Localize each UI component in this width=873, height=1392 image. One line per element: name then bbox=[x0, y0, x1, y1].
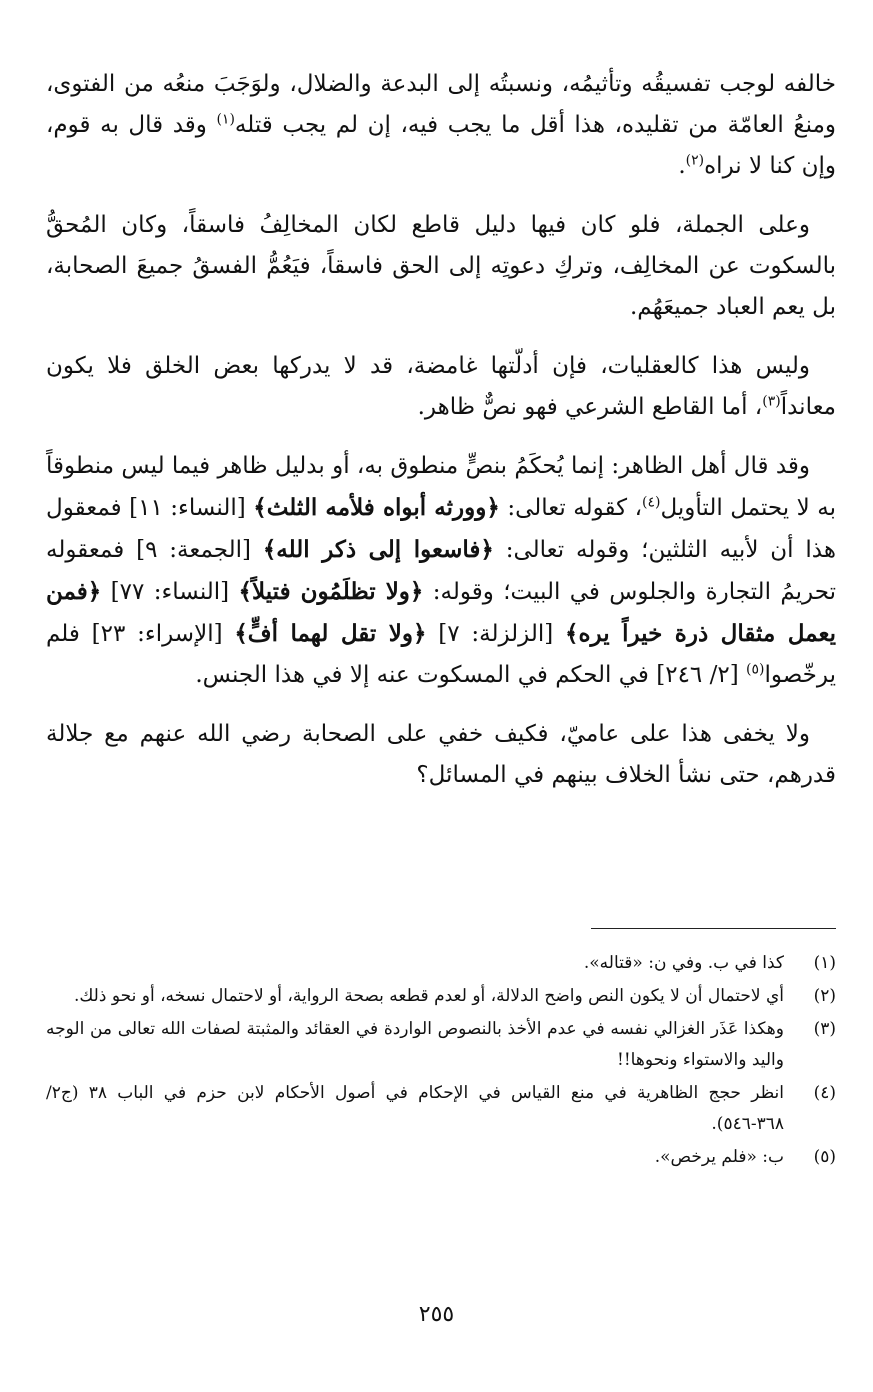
footnote-5 bbox=[46, 1142, 836, 1173]
paragraph-4-text-a: وقد قال أهل الظاهر: إنما يُحكَمُ بنصٍّ منطوق به، أو بدليل ظاهر فيما ليس منطوقاً به لا يحتمل التأويل bbox=[46, 453, 836, 521]
footnote-4 bbox=[46, 1078, 836, 1140]
paragraph-4-text-e: [النساء: ٧٧] bbox=[101, 579, 239, 605]
footnote-number: (٢) bbox=[813, 986, 836, 1006]
paragraph-3-text-a: وليس هذا كالعقليات، فإن أدلّتها غامضة، قد لا يدركها بعض الخلق فلا يكون معانداً bbox=[46, 353, 836, 420]
paragraph-4-text-b: ، كقوله تعالى: bbox=[499, 495, 642, 521]
paragraph-4-text-c: [النساء: ١١] فمعقول هذا أن لأبيه الثلثين؛ وقوله تعالى: bbox=[46, 495, 837, 563]
paragraph-3 bbox=[46, 346, 836, 428]
main-text bbox=[46, 64, 836, 814]
paragraph-2: وعلى الجملة، فلو كان فيها دليل قاطع لكان المخالِفُ فاسقاً، وكان المُحقُّ بالسكوت عن المخالِف، وتركِ دعوتِه إلى الحق فاسقاً، فيَعُمُّ الفسقُ جميعَ الصحابة، بل يعم العباد جميعَهُم. bbox=[46, 212, 836, 320]
footnote-3 bbox=[46, 1014, 836, 1076]
paragraph-3-text-b: ، أما القاطع الشرعي فهو نصٌّ ظاهر. bbox=[417, 394, 763, 420]
footnote-1 bbox=[46, 948, 836, 979]
quran-verse-3: ﴿ولا تظلَمُون فتيلاً﴾ bbox=[238, 578, 424, 605]
footnote-text: وهكذا عَذَر الغزالي نفسه في عدم الأخذ بالنصوص الواردة في العقائد والمثبتة لصفات الله تعالى من الوجه واليد والاستواء ونحوها!! bbox=[46, 1019, 784, 1070]
paragraph-5: ولا يخفى هذا على عاميّ، فكيف خفي على الصحابة رضي الله عنهم مع جلالة قدرهم، حتى نشأ الخلاف بينهم في المسائل؟ bbox=[46, 721, 836, 788]
paragraph-1-text-a: خالفه لوجب تفسيقُه وتأثيمُه، ونسبتُه إلى البدعة والضلال، ولوَجَبَ منعُه من الفتوى، ومنعُ العامّة من تقليده، هذا أقل ما يجب فيه، إن لم يجب قتله bbox=[46, 71, 836, 138]
footnote-number: (٥) bbox=[813, 1147, 836, 1167]
footnotes-section bbox=[46, 948, 836, 1175]
quran-verse-4: ﴿فمن يعمل مثقال ذرة خيراً يره﴾ bbox=[46, 578, 836, 647]
footnote-number: (١) bbox=[813, 953, 836, 973]
footnote-text: ب: «فلم يرخص». bbox=[654, 1147, 784, 1167]
page-number: ٢٥٥ bbox=[418, 1302, 455, 1327]
footnote-ref-3[interactable]: (٣) bbox=[762, 393, 781, 410]
footnote-text: أي لاحتمال أن لا يكون النص واضح الدلالة، أو لعدم قطعه بصحة الرواية، أو لاحتمال نسخه، أو نحو ذلك. bbox=[73, 986, 784, 1006]
paragraph-4-text-f: [الزلزلة: ٧] bbox=[426, 621, 566, 647]
footnote-ref-2[interactable]: (٢) bbox=[685, 152, 705, 169]
footnote-text: كذا في ب. وفي ن: «قتاله». bbox=[583, 953, 784, 973]
quran-verse-2: ﴿فاسعوا إلى ذكر الله﴾ bbox=[262, 536, 494, 563]
footnote-ref-1[interactable]: (١) bbox=[216, 111, 235, 128]
footnote-number: (٣) bbox=[813, 1019, 836, 1039]
footnote-text: انظر حجج الظاهرية في منع القياس في الإحكام في أصول الأحكام لابن حزم في الباب ٣٨ (ج٢/ ٣٦٨-٥٤٦). bbox=[46, 1083, 785, 1134]
paragraph-1-text-b: وقد قال به قوم، وإن كنا لا نراه bbox=[46, 112, 836, 179]
quran-verse-1: ﴿وورثه أبواه فلأمه الثلث﴾ bbox=[253, 494, 500, 521]
paragraph-1-text-c: . bbox=[678, 153, 686, 179]
footnote-number: (٤) bbox=[813, 1083, 836, 1103]
paragraph-1 bbox=[46, 64, 836, 187]
paragraph-4-text-d: [الجمعة: ٩] فمعقوله تحريمُ التجارة والجلوس في البيت؛ وقوله: bbox=[46, 537, 836, 605]
paragraph-4 bbox=[46, 446, 836, 696]
quran-verse-5: ﴿ولا تقل لهما أفٍّ﴾ bbox=[234, 620, 427, 647]
footnote-ref-5[interactable]: (٥) bbox=[746, 661, 765, 678]
footnote-separator bbox=[591, 928, 836, 929]
footnote-2 bbox=[46, 981, 836, 1012]
paragraph-4-text-h: [٢/ ٢٤٦] في الحكم في المسكوت عنه إلا في هذا الجنس. bbox=[195, 662, 746, 688]
paragraph-4-text-g: [الإسراء: ٢٣] فلم يرخّصوا bbox=[46, 621, 836, 688]
footnote-ref-4[interactable]: (٤) bbox=[642, 494, 661, 511]
